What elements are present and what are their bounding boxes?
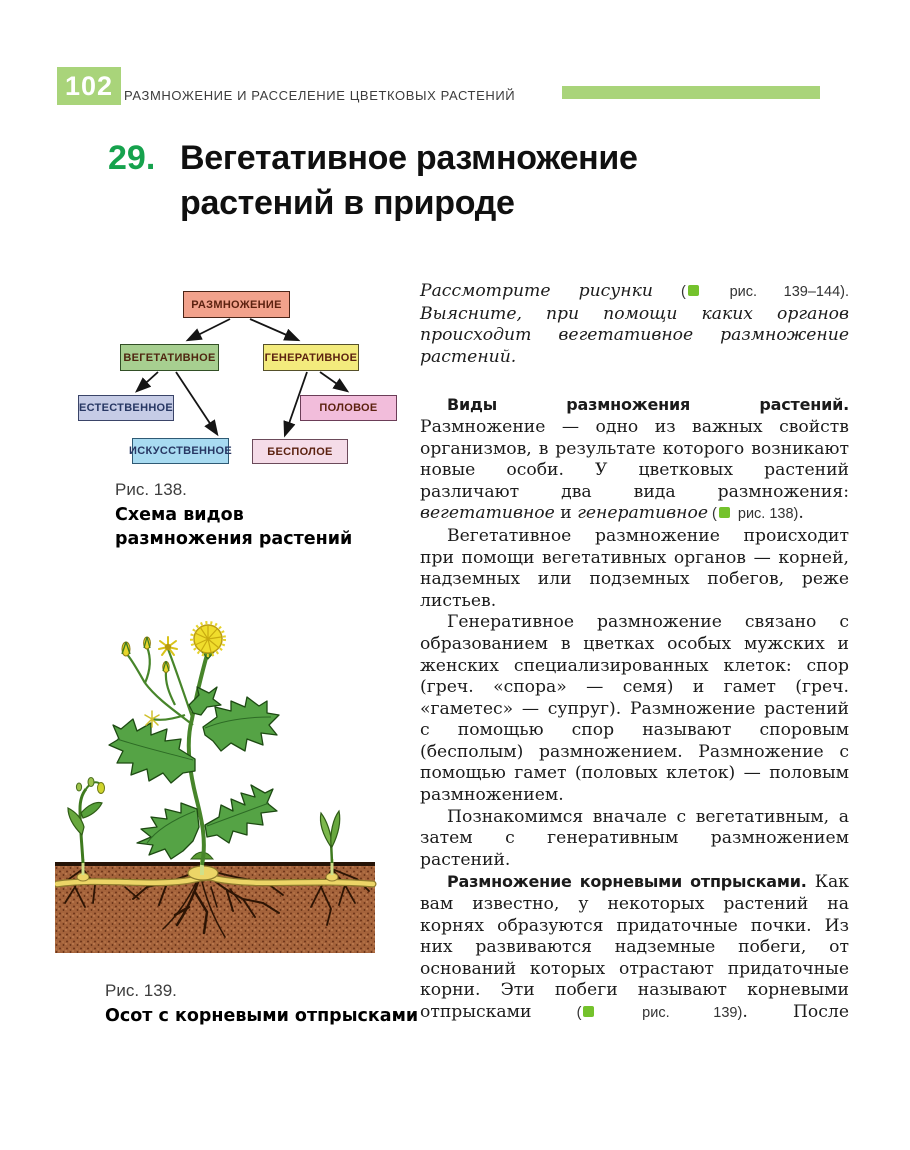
section-title-line1: Вегетативное размножение [180, 139, 638, 177]
main-plant [109, 623, 279, 876]
text-segment: генеративное [577, 503, 708, 524]
diagram-node-artificial: ИСКУССТВЕННОЕ [132, 438, 229, 464]
fig-ref-square-icon [583, 1006, 594, 1017]
diagram-node-natural: ЕСТЕСТВЕННОЕ [78, 395, 174, 421]
branch-stems [126, 647, 193, 725]
text-segment: и [554, 503, 578, 524]
section-title-line2: растений в природе [180, 184, 515, 222]
big-flower-head [192, 623, 225, 660]
figure-139-caption-title: Осот с корневыми отпрысками [105, 1006, 419, 1026]
fig-ref: ( [708, 506, 717, 523]
section-number: 29. [108, 139, 156, 177]
figure-138-diagram [60, 285, 405, 470]
fig-ref: рис. 138) [733, 506, 799, 523]
text-segment: Познакомимся вначале с вегетативным, а затем с генеративным размножением растений. [420, 806, 849, 870]
body-paragraph [420, 394, 849, 526]
header-accent-bar [562, 86, 820, 99]
text-segment: Виды размножения растений. [447, 395, 849, 415]
body-paragraph [420, 281, 849, 368]
fig-ref: ( [576, 1005, 582, 1021]
text-segment: Размножение корневыми отпрысками. [447, 872, 815, 892]
page-number-box [57, 67, 121, 105]
body-paragraph [420, 612, 849, 806]
body-paragraph [420, 526, 849, 612]
figure-138-caption-label: Рис. 138. [115, 480, 187, 499]
text-segment: Вегетативное размножение происходит при помощи вегетативных органов — корней, надземных или подземных побегов, реже листьев. [420, 525, 849, 611]
sow-thistle-illustration [55, 607, 413, 955]
text-segment: Как вам известно, у некоторых растений на корнях образуются придаточные почки. Из них развиваются надземные побеги, от оснований которых отрастают придаточные корни. Эти побеги называют корневыми отпрысками [420, 872, 849, 1022]
body-paragraph [420, 807, 849, 872]
text-segment: . [798, 503, 804, 524]
text-segment: Размножение — одно из важных свойств организмов, в результате которого возникают новые особи. У цветковых растений различают два вида размножения: [420, 416, 849, 502]
fig-ref-square-icon [719, 507, 730, 518]
text-segment: вегетативное [420, 503, 555, 524]
section-title [180, 136, 700, 226]
diagram-node-sexual: ПОЛОВОЕ [300, 395, 397, 421]
text-segment: Генеративное размножение связано с образованием в цветках особых мужских и женских специализированных клеток: спор (греч. «спора» — семя) и гамет (греч. «гаметес» — супруг). Размножение растений с помощью спор называют споровым (бесполым) размножением. Размножение с помощью гамет (половых клеток) — половым размножением. [420, 612, 849, 806]
text-segment: Выясните, при помощи каких органов происходит вегетативное размножение растений. [420, 303, 849, 367]
running-head: РАЗМНОЖЕНИЕ И РАССЕЛЕНИЕ ЦВЕТКОВЫХ РАСТЕНИЙ [124, 88, 516, 103]
diagram-node-reproduction: РАЗМНОЖЕНИЕ [183, 291, 290, 318]
diagram-node-vegetative: ВЕГЕТАТИВНОЕ [120, 344, 219, 371]
article-column [420, 281, 849, 1025]
fig-ref: рис. 139–144). [702, 284, 849, 300]
diagram-node-generative: ГЕНЕРАТИВНОЕ [263, 344, 359, 371]
text-segment: . После [742, 1002, 849, 1022]
left-shoot [68, 778, 105, 876]
leaves-group [109, 687, 279, 859]
figure-139-caption-label: Рис. 139. [105, 981, 177, 1000]
page-number: 102 [64, 70, 114, 101]
fig-ref-square-icon [688, 285, 699, 296]
figure-138-caption-title: Схема видов размножения растений [115, 505, 353, 549]
diagram-node-asexual: БЕСПОЛОЕ [252, 439, 348, 464]
fig-ref: ( [681, 284, 686, 300]
text-segment: Рассмотрите рисунки [420, 281, 682, 301]
small-flower [159, 637, 177, 655]
body-paragraph [420, 871, 849, 1024]
fig-ref: рис. 139) [598, 1005, 743, 1021]
